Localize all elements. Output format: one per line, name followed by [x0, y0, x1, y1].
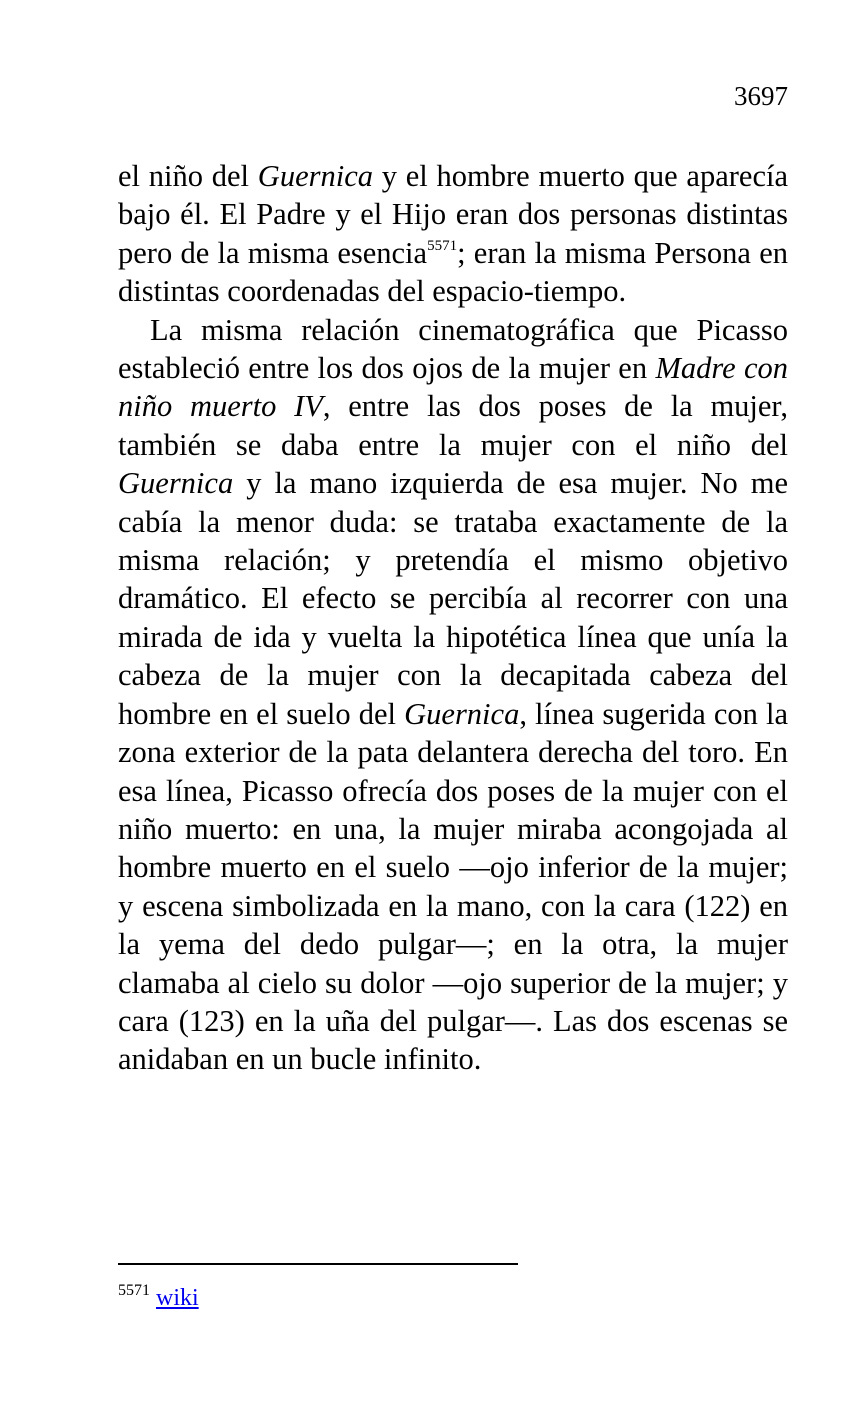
paragraph-2-italic-title-2: Guernica	[118, 466, 234, 501]
paragraph-2-text-1: La misma relación cinematográfica que Picasso estableció entre los dos ojos de la mujer en	[118, 312, 788, 386]
footnote-divider	[118, 1263, 518, 1265]
paragraph-1-text-1: el niño del	[118, 159, 258, 193]
footnote	[118, 1282, 199, 1314]
footnote-reference[interactable]: 5571	[427, 237, 458, 254]
paragraph-2-italic-title-3: Guernica	[404, 696, 520, 731]
paragraph-1-text-2: y el hombre muerto que aparecía bajo él. El Padre y el Hijo eran dos personas distintas pero de la misma esencia	[118, 159, 788, 270]
footnote-wiki-link[interactable]: wiki	[156, 1285, 199, 1311]
paragraph-1	[118, 157, 788, 311]
paragraph-2-text-2: , entre las dos poses de la mujer, también se daba entre la mujer con el niño del	[118, 389, 788, 462]
paragraph-1-italic-title: Guernica	[257, 159, 373, 193]
paragraph-2-text-3: y la mano izquierda de esa mujer. No me cabía la menor duda: se trataba exactamente de la misma relación; y pretendía el mismo objetivo dramático. El efecto se percibía al recorrer con una mirada de ida y vuelta la hipotética línea que unía la cabeza de la mujer con la decapitada cabeza del hombre en el suelo del	[118, 466, 788, 731]
paragraph-2-text-4: , línea sugerida con la zona exterior de la pata delantera derecha del toro. En esa línea, Picasso ofrecía dos poses de la mujer con el niño muerto: en una, la mujer miraba acongojada al hombre muerto en el suelo —ojo inferior de la mujer; y escena simbolizada en la mano, con la cara (122) en la yema del dedo pulgar—; en la otra, la mujer clamaba al cielo su dolor —ojo superior de la mujer; y cara (123) en la uña del pulgar—. Las dos escenas se anidaban en un bucle infinito.	[118, 696, 789, 1077]
page-number: 3697	[734, 81, 788, 111]
footnote-number: 5571	[118, 1282, 150, 1299]
paragraph-2-italic-title-1: Madre con niño muerto IV	[118, 351, 788, 424]
paragraph-2	[118, 311, 788, 1079]
paragraph-1-text-3: ; eran la misma Persona en distintas coordenadas del espacio-tiempo.	[118, 235, 788, 309]
body-text	[118, 157, 788, 1079]
